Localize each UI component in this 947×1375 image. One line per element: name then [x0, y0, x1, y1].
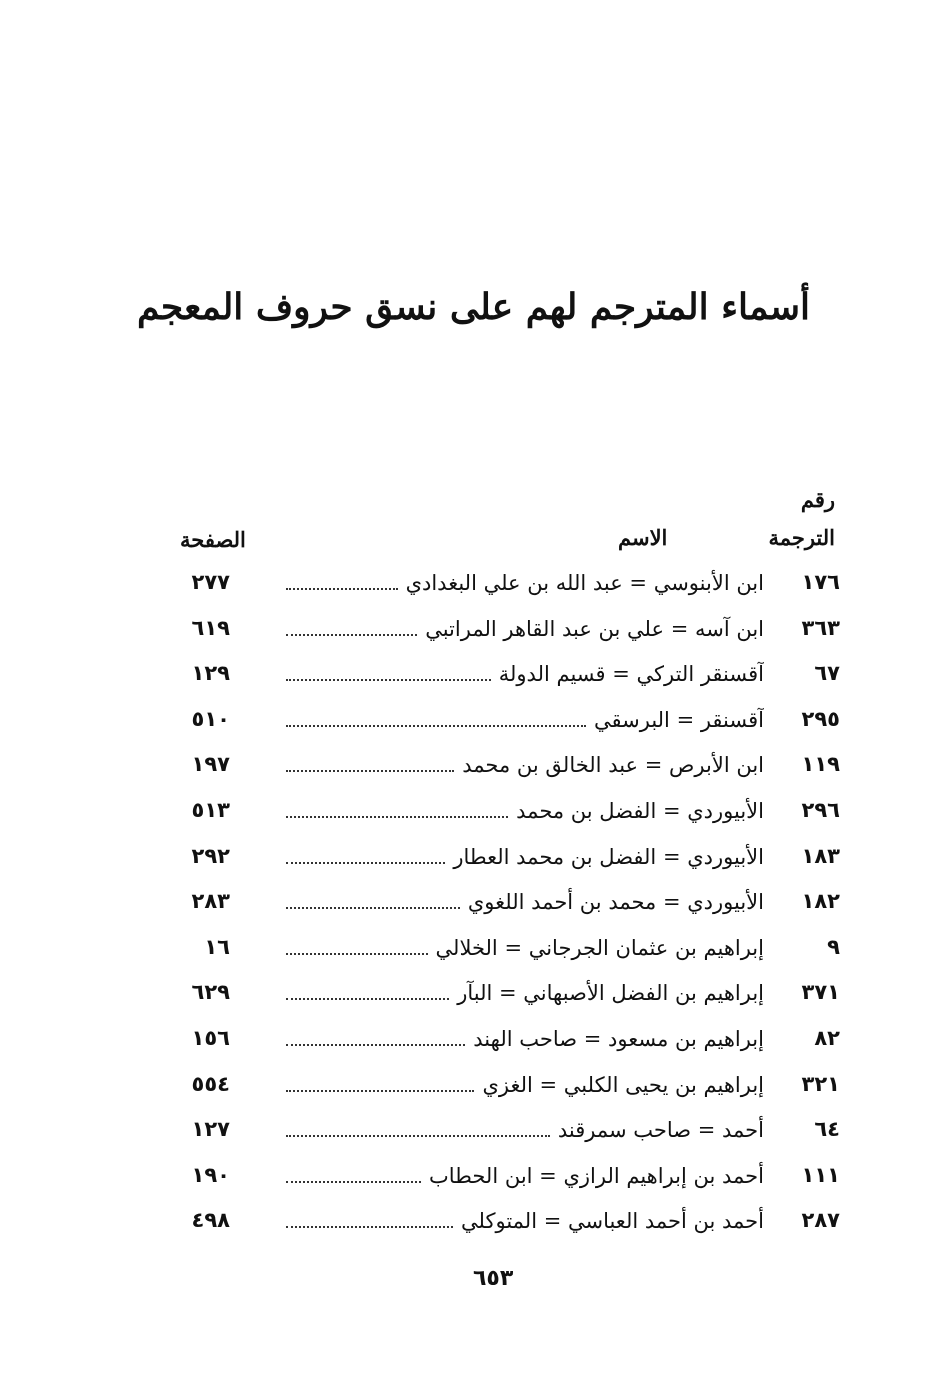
entry-number: ٦٧ [814, 661, 840, 686]
entry-number: ٣٢١ [801, 1071, 840, 1096]
index-list [170, 560, 840, 1244]
page-title: أسماء المترجم لهم على نسق حروف المعجم [136, 286, 810, 328]
entry-name-line [282, 1161, 764, 1191]
entry-name-line [282, 1024, 764, 1054]
entry-page: ١٥٦ [191, 1025, 230, 1050]
entry-page: ٤٩٨ [191, 1208, 230, 1233]
entry-name-line [282, 978, 764, 1008]
entry-name: الأبيوردي = محمد بن أحمد اللغوي [467, 890, 764, 915]
index-entry [170, 1107, 840, 1153]
entry-page: ٥٥٤ [191, 1071, 230, 1096]
column-header-number: رقم [800, 487, 835, 512]
dot-leader [286, 907, 460, 909]
entry-name: أحمد بن أحمد العباسي = المتوكلي [461, 1209, 764, 1234]
entry-name: ابن الأبنوسي = عبد الله بن علي البغدادي [405, 571, 764, 595]
entry-name: إبراهيم بن مسعود = صاحب الهند [473, 1026, 764, 1051]
entry-name: إبراهيم بن الفضل الأصبهاني = البآر [457, 981, 764, 1006]
column-header-name: الاسم [618, 525, 668, 550]
index-entry [170, 970, 840, 1016]
entry-name-line [282, 1070, 764, 1100]
index-entry [170, 560, 840, 606]
entry-name-line [282, 887, 764, 917]
index-entry [170, 834, 840, 880]
entry-page: ٥١٠ [191, 706, 230, 731]
dot-leader [286, 1181, 421, 1183]
dot-leader [286, 1135, 550, 1137]
dot-leader [286, 998, 449, 1000]
entry-name-line [282, 614, 764, 644]
index-entry [170, 697, 840, 743]
entry-name-line [282, 750, 764, 780]
entry-number: ٢٩٥ [801, 706, 840, 731]
dot-leader [286, 679, 491, 681]
entry-number: ٨٢ [814, 1025, 840, 1050]
entry-number: ١٨٢ [801, 889, 840, 914]
index-entry [170, 1198, 840, 1244]
entry-number: ٣٦٣ [801, 615, 840, 640]
index-entry [170, 742, 840, 788]
entry-name: ابن الأبرص = عبد الخالق بن محمد [462, 753, 764, 778]
entry-number: ٦٤ [814, 1117, 840, 1142]
entry-page: ١٦ [204, 934, 230, 959]
entry-page: ٦١٩ [191, 615, 230, 640]
entry-page: ١٢٧ [191, 1117, 230, 1142]
entry-name-line [282, 568, 764, 598]
entry-number: ١٧٦ [801, 570, 840, 594]
entry-name: إبراهيم بن يحيى الكلبي = الغزي [482, 1072, 764, 1097]
entry-page: ١٩٧ [191, 752, 230, 777]
dot-leader [286, 1044, 465, 1046]
entry-number: ١١٩ [801, 752, 840, 777]
entry-page: ٢٨٣ [191, 889, 230, 914]
entry-name-line [282, 659, 764, 689]
entry-name-line [282, 842, 764, 872]
entry-number: ٩ [827, 934, 840, 959]
dot-leader [286, 816, 508, 818]
page-number: ٦٥٣ [473, 1266, 514, 1291]
index-entry [170, 651, 840, 697]
index-entry [170, 1062, 840, 1108]
dot-leader [286, 953, 428, 955]
entry-name: آقسنقر = البرسقي [594, 707, 764, 732]
dot-leader [286, 862, 445, 864]
entry-page: ١٩٠ [191, 1162, 230, 1187]
entry-page: ٢٩٢ [191, 843, 230, 868]
dot-leader [286, 770, 454, 772]
entry-name: الأبيوردي = الفضل بن محمد العطار [453, 844, 764, 869]
dot-leader [286, 725, 586, 727]
dot-leader [286, 634, 417, 636]
entry-name: أحمد بن إبراهيم الرازي = ابن الحطاب [428, 1163, 764, 1188]
entry-number: ١٨٣ [801, 843, 840, 868]
entry-name: إبراهيم بن عثمان الجرجاني = الخلالي [435, 935, 764, 960]
entry-page: ٥١٣ [191, 797, 230, 822]
entry-number: ٢٨٧ [801, 1208, 840, 1233]
entry-name: أحمد = صاحب سمرقند [557, 1118, 764, 1143]
entry-name: الأبيوردي = الفضل بن محمد [516, 798, 764, 823]
index-entry [170, 1016, 840, 1062]
index-entry [170, 879, 840, 925]
column-header-biography: الترجمة [768, 525, 835, 550]
entry-name-line [282, 1206, 764, 1236]
entry-page: ٢٧٧ [191, 570, 230, 594]
dot-leader [286, 1226, 453, 1228]
entry-number: ٢٩٦ [801, 797, 840, 822]
column-header-page: الصفحة [180, 527, 246, 552]
entry-number: ١١١ [801, 1162, 840, 1187]
index-entry [170, 925, 840, 971]
entry-name: آقسنقر التركي = قسيم الدولة [498, 662, 764, 687]
index-entry [170, 606, 840, 652]
index-entry [170, 788, 840, 834]
dot-leader [286, 1090, 474, 1092]
entry-number: ٣٧١ [801, 980, 840, 1005]
index-entry [170, 1153, 840, 1199]
entry-page: ١٢٩ [191, 661, 230, 686]
entry-name: ابن آسه = علي بن عبد القاهر المراتبي [425, 616, 764, 641]
entry-name-line [282, 705, 764, 735]
dot-leader [286, 588, 398, 590]
entry-name-line [282, 933, 764, 963]
entry-name-line [282, 796, 764, 826]
entry-page: ٦٢٩ [191, 980, 230, 1005]
entry-name-line [282, 1115, 764, 1145]
